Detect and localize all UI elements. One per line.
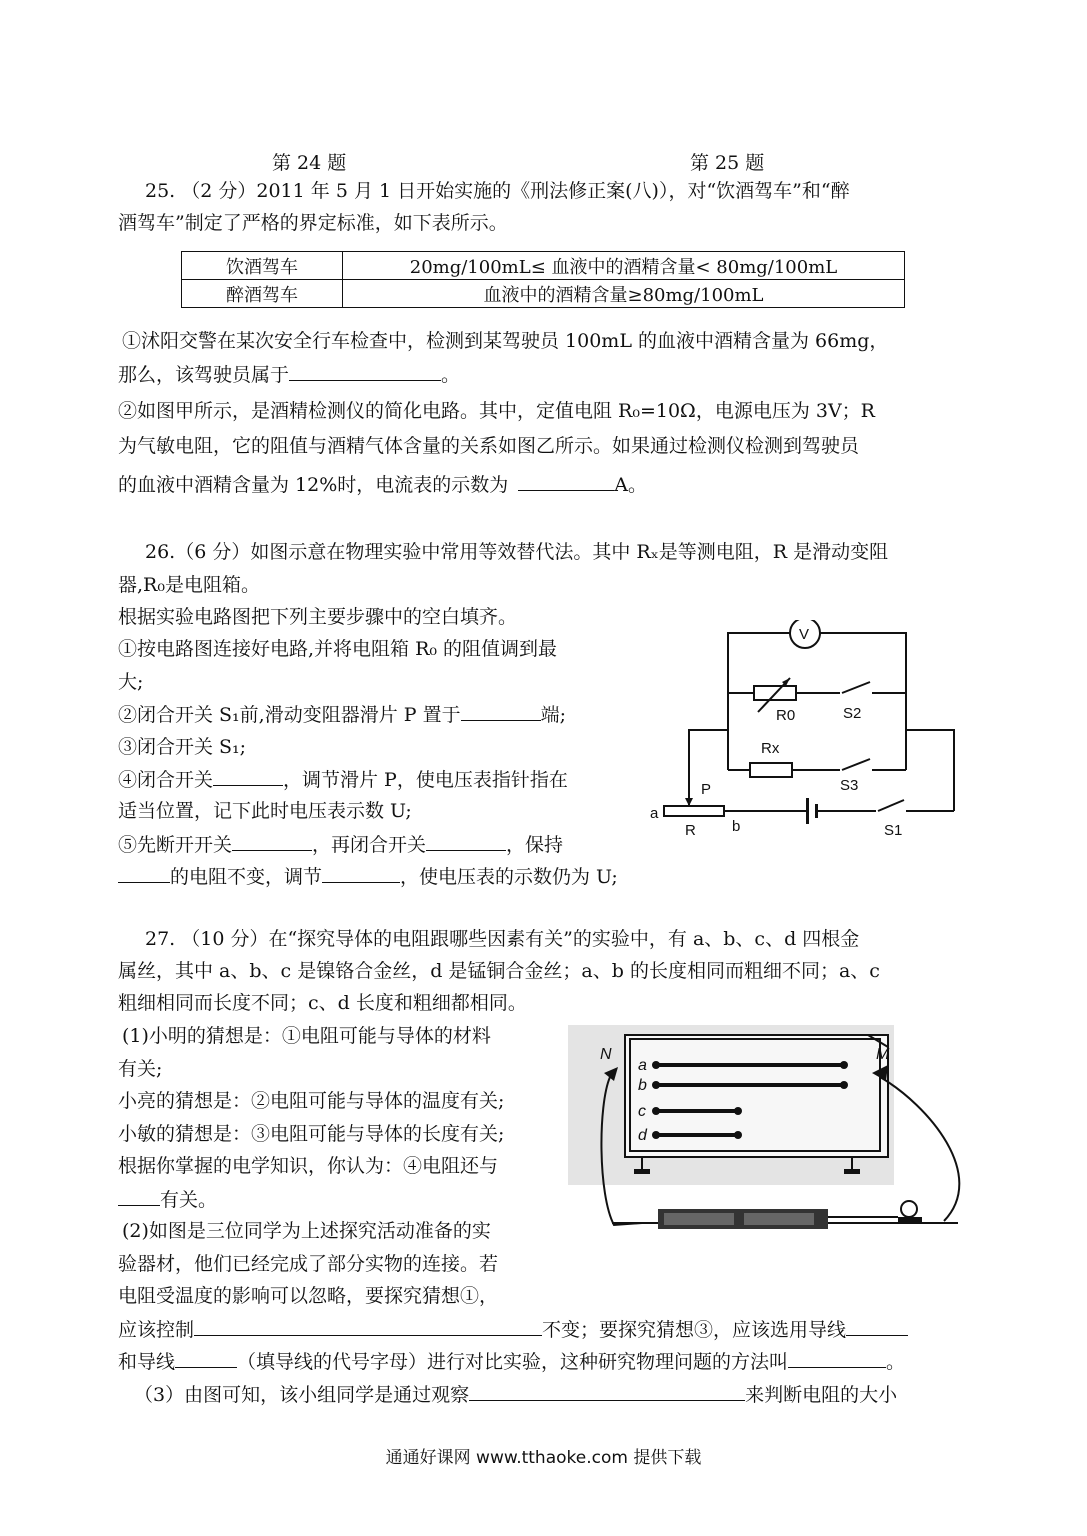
q26-line-2: 器,R₀是电阻箱。 bbox=[118, 574, 260, 596]
row-name: 醉酒驾车 bbox=[182, 280, 343, 308]
answer-blank[interactable] bbox=[461, 700, 541, 721]
q25-part2-line-1: ②如图甲所示，是酒精检测仪的简化电路。其中，定值电阻 R₀=10Ω，电源电压为 3V；R bbox=[118, 400, 875, 422]
q26-step-4b: 适当位置，记下此时电压表示数 U; bbox=[118, 800, 412, 822]
table-row bbox=[182, 280, 905, 308]
equivalent-substitution-circuit bbox=[640, 620, 970, 850]
voltmeter-label: V bbox=[799, 626, 810, 643]
q26-step-4-text: ④闭合开关 bbox=[118, 769, 214, 791]
answer-blank[interactable] bbox=[426, 830, 506, 851]
q27-part1-d: 小敏的猜想是：③电阻可能与导体的长度有关; bbox=[118, 1123, 505, 1145]
bulb-icon bbox=[898, 1201, 922, 1223]
answer-blank[interactable] bbox=[194, 1315, 542, 1336]
answer-blank[interactable] bbox=[322, 862, 400, 883]
label-P: P bbox=[701, 781, 712, 798]
q26-line-3: 根据实验电路图把下列主要步骤中的空白填齐。 bbox=[118, 606, 518, 628]
answer-blank[interactable] bbox=[788, 1347, 886, 1368]
q25-line-2: 酒驾车”制定了严格的界定标准，如下表所示。 bbox=[118, 212, 508, 234]
wire-label-a: a bbox=[638, 1057, 647, 1074]
answer-blank[interactable] bbox=[213, 765, 283, 786]
q27-part3-end: 来判断电阻的大小 bbox=[745, 1384, 898, 1406]
q25-part1-text: 那么，该驾驶员属于 bbox=[118, 364, 290, 386]
q25-part2-text: 的血液中酒精含量为 12%时，电流表的示数为 bbox=[118, 474, 509, 496]
q27-line-2: 属丝，其中 a、b、c 是镍铬合金丝，d 是锰铜合金丝；a、b 的长度相同而粗细不同；a、c bbox=[118, 960, 880, 982]
q25-part1-end: 。 bbox=[441, 364, 461, 386]
q26-step-3: ③闭合开关 S₁; bbox=[118, 736, 247, 758]
label-R: R bbox=[685, 822, 696, 839]
q26-step-5b-mid: 的电阻不变，调节 bbox=[170, 866, 323, 888]
wire-label-b: b bbox=[638, 1077, 647, 1094]
q27-part2-d-text2: 不变；要探究猜想③，应该选用导线 bbox=[542, 1319, 847, 1341]
wire-board-apparatus bbox=[568, 1025, 980, 1235]
q27-part2-e bbox=[118, 1347, 905, 1376]
answer-blank[interactable] bbox=[118, 862, 170, 883]
q26-step-5-end: ，保持 bbox=[506, 834, 564, 856]
q26-line-1: 26.（6 分）如图示意在物理实验中常用等效替代法。其中 Rₓ是等测电阻，R 是滑动变阻 bbox=[145, 541, 889, 563]
q26-step-5b-end: ，使电压表的示数仍为 U; bbox=[400, 866, 618, 888]
q26-step-2 bbox=[118, 700, 566, 729]
label-R0: R0 bbox=[776, 707, 796, 724]
answer-blank[interactable] bbox=[289, 360, 441, 381]
label-b: b bbox=[732, 818, 741, 835]
q25-part2-end: A。 bbox=[614, 474, 648, 496]
q27-line-1: 27. （10 分）在“探究导体的电阻跟哪些因素有关”的实验中，有 a、b、c、d 四根金 bbox=[145, 928, 860, 950]
q26-step-5-text: ⑤先断开开关 bbox=[118, 834, 233, 856]
q27-part2-e-text: 和导线 bbox=[118, 1351, 176, 1373]
q25-part1-line-1: ①沭阳交警在某次安全行车检查中，检测到某驾驶员 100mL 的血液中酒精含量为 66mg， bbox=[122, 330, 889, 352]
answer-blank[interactable] bbox=[846, 1315, 908, 1336]
q27-part2-e-end: 。 bbox=[886, 1351, 906, 1373]
answer-blank[interactable] bbox=[232, 830, 312, 851]
q26-step-4-end: ，调节滑片 P，使电压表指针指在 bbox=[283, 769, 568, 791]
q27-part2-c: 电阻受温度的影响可以忽略，要探究猜想①， bbox=[118, 1285, 499, 1307]
label-Rx: Rx bbox=[761, 740, 780, 757]
row-rule: 血液中的酒精含量≥80mg/100mL bbox=[343, 280, 905, 308]
q27-part2-d bbox=[118, 1315, 908, 1344]
row-rule: 20mg/100mL≤ 血液中的酒精含量< 80mg/100mL bbox=[343, 252, 905, 280]
criteria-table bbox=[181, 251, 905, 308]
q27-line-3: 粗细相同而长度不同；c、d 长度和粗细都相同。 bbox=[118, 992, 527, 1014]
q25-part1-line-2 bbox=[118, 360, 460, 389]
caption-q25: 第 25 题 bbox=[690, 152, 765, 174]
q26-step-5a bbox=[118, 830, 563, 859]
q27-part1-f-text: 有关。 bbox=[160, 1189, 218, 1211]
answer-blank[interactable] bbox=[175, 1347, 237, 1368]
wire-label-c: c bbox=[638, 1103, 646, 1120]
q26-step-4a bbox=[118, 765, 568, 794]
table-row bbox=[182, 252, 905, 280]
battery-pack bbox=[658, 1209, 828, 1229]
q26-step-5b bbox=[118, 862, 618, 891]
q25-line-1: 25. （2 分）2011 年 5 月 1 日开始实施的《刑法修正案(八)），对“饮酒驾车”和“醉 bbox=[145, 180, 850, 202]
label-N: N bbox=[600, 1046, 612, 1063]
q27-part3-text: （3）由图可知，该小组同学是通过观察 bbox=[134, 1384, 470, 1406]
q26-step-5-mid: ，再闭合开关 bbox=[312, 834, 427, 856]
q27-part1-e: 根据你掌握的电学知识，你认为：④电阻还与 bbox=[118, 1155, 499, 1177]
q27-part2-d-text: 应该控制 bbox=[118, 1319, 195, 1341]
footer-credit: 通通好课网 www.tthaoke.com 提供下载 bbox=[385, 1448, 702, 1468]
caption-q24: 第 24 题 bbox=[272, 152, 347, 174]
row-name: 饮酒驾车 bbox=[182, 252, 343, 280]
q27-part1-a: (1)小明的猜想是：①电阻可能与导体的材料 bbox=[122, 1025, 491, 1047]
q26-step-2-text: ②闭合开关 S₁前,滑动变阻器滑片 P 置于 bbox=[118, 704, 461, 726]
q26-step-1a: ①按电路图连接好电路,并将电阻箱 R₀ 的阻值调到最 bbox=[118, 638, 558, 660]
q26-step-1b: 大; bbox=[118, 671, 144, 693]
q27-part2-a: (2)如图是三位同学为上述探究活动准备的实 bbox=[122, 1220, 491, 1242]
q26-step-2-end: 端; bbox=[540, 704, 566, 726]
label-S1: S1 bbox=[884, 822, 903, 839]
q25-part2-line-3 bbox=[118, 470, 647, 499]
q27-part1-c: 小亮的猜想是：②电阻可能与导体的温度有关; bbox=[118, 1090, 505, 1112]
q25-part2-line-2: 为气敏电阻，它的阻值与酒精气体含量的关系如图乙所示。如果通过检测仪检测到驾驶员 bbox=[118, 435, 860, 457]
answer-blank[interactable] bbox=[518, 470, 614, 491]
q27-part2-b: 验器材，他们已经完成了部分实物的连接。若 bbox=[118, 1253, 499, 1275]
q27-part2-e-text2: （填导线的代号字母）进行对比实验，这种研究物理问题的方法叫 bbox=[237, 1351, 789, 1373]
q27-part3 bbox=[134, 1380, 897, 1409]
answer-blank[interactable] bbox=[118, 1185, 160, 1206]
wire-label-d: d bbox=[638, 1127, 647, 1144]
label-S3: S3 bbox=[840, 777, 859, 794]
label-a: a bbox=[650, 805, 659, 822]
label-M: M bbox=[876, 1046, 890, 1063]
label-S2: S2 bbox=[843, 705, 862, 722]
q27-part1-f bbox=[118, 1185, 217, 1214]
q27-part1-b: 有关; bbox=[118, 1058, 163, 1080]
answer-blank[interactable] bbox=[469, 1380, 745, 1401]
